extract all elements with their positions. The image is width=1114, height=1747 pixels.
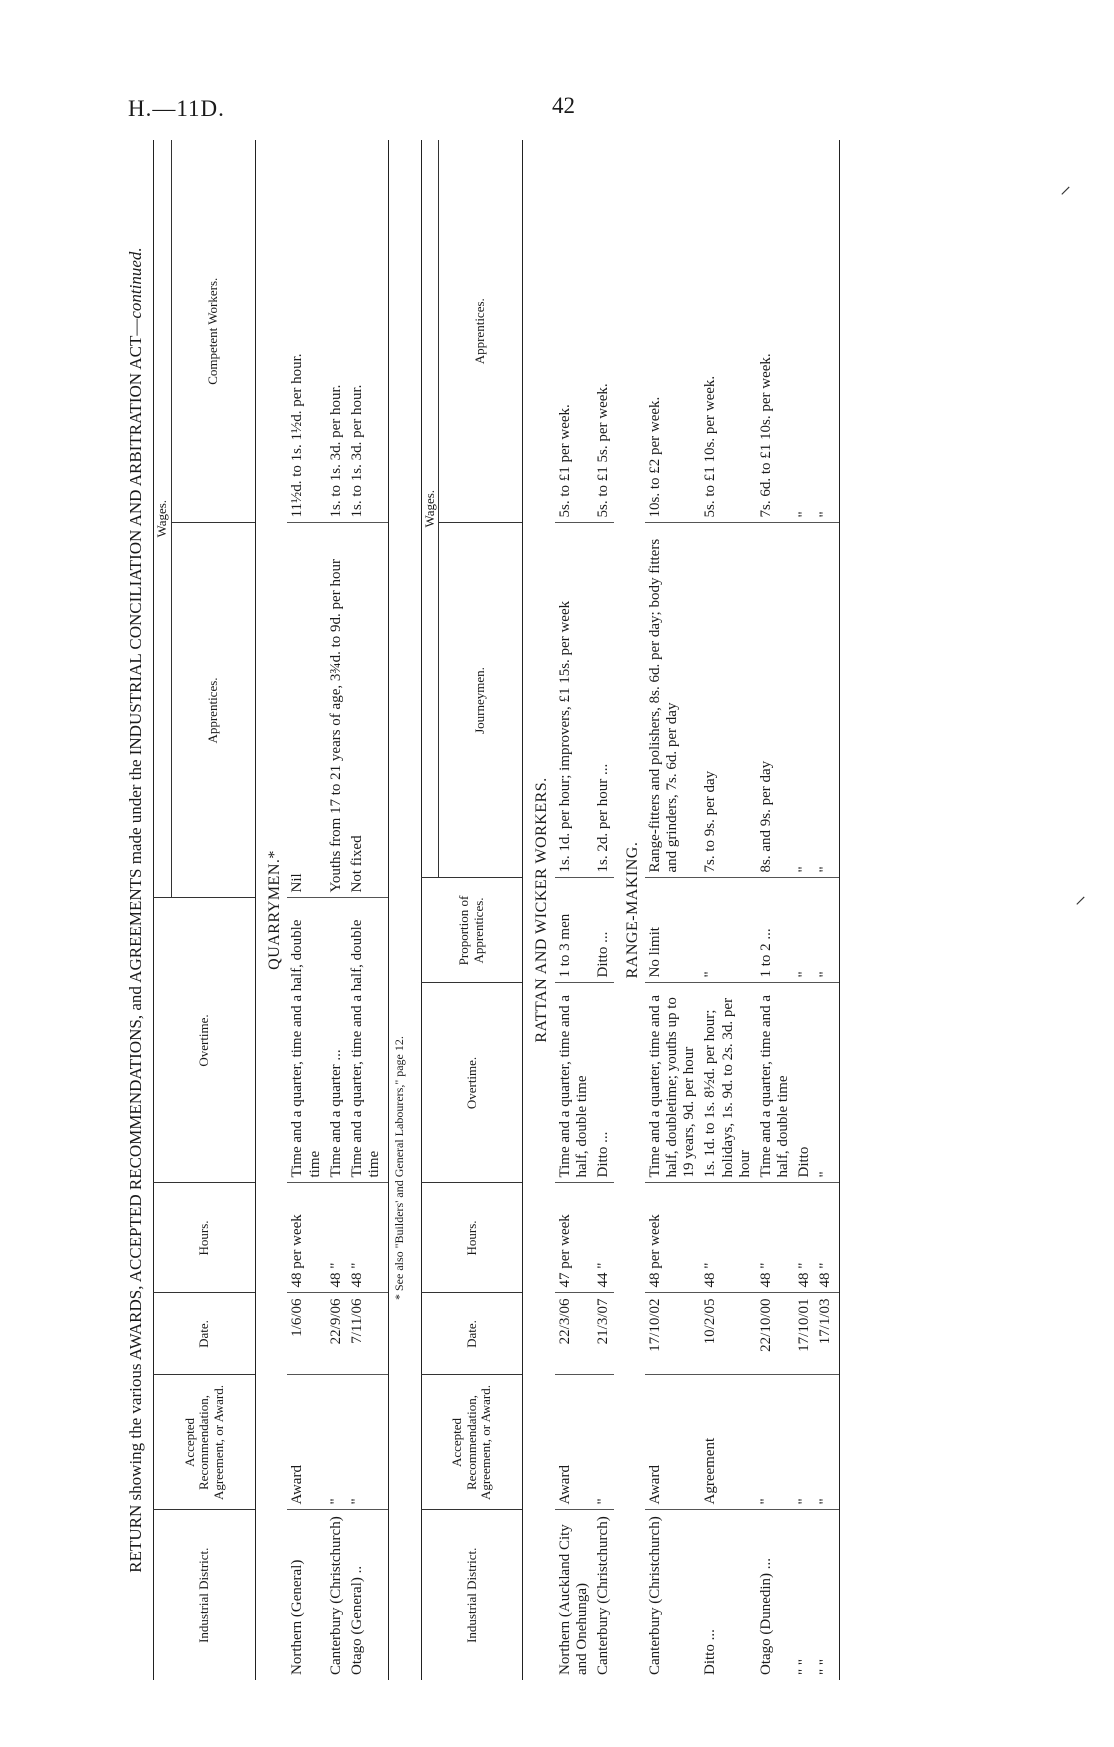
cell-proportion: " [700, 878, 755, 983]
header-apprentices: Apprentices. [172, 523, 256, 898]
table-row [287, 140, 325, 1680]
cell-date: 17/10/01 [794, 1293, 815, 1375]
cell-hours: 48 " [756, 1183, 794, 1293]
scan-speck: ⸝ [1060, 173, 1072, 198]
spacer [407, 140, 421, 1680]
cell-accepted: " [347, 1375, 389, 1510]
cell-overtime: Time and a quarter, time and a half, double time [555, 983, 593, 1183]
cell-district: Northern (General) [287, 1510, 325, 1680]
cell-proportion: 1 to 3 men [555, 878, 593, 983]
cell-proportion: " [815, 878, 840, 983]
cell-hours: 48 " [326, 1183, 347, 1293]
cell-district: Canterbury (Christchurch) [326, 1510, 347, 1680]
header-accepted: Accepted Recommendation, Agreement, or Award. [421, 1375, 523, 1510]
cell-district: Canterbury (Christchurch) [593, 1510, 614, 1680]
cell-overtime: Time and a quarter, time and a half, double time [756, 983, 794, 1183]
cell-overtime: Ditto [794, 983, 815, 1183]
cell-overtime: Time and a quarter, time and a half, double time [287, 898, 325, 1183]
cell-accepted: Award [555, 1375, 593, 1510]
cell-overtime: Time and a quarter, time and a half, doubletime; youths up to 19 years, 9d. per hour [645, 983, 700, 1183]
rattan-range-table [421, 140, 841, 1680]
cell-journeymen: 1s. 2d. per hour ... [593, 523, 614, 878]
cell-date: 22/10/00 [756, 1293, 794, 1375]
cell-apprentices: " [795, 511, 812, 518]
caption-continued: continued. [126, 247, 145, 319]
cell-journeymen: Range-fitters and polishers, 8s. 6d. per day; body fitters and grinders, 7s. 6d. per day [645, 523, 700, 878]
cell-journeymen: 8s. and 9s. per day [756, 523, 794, 878]
cell-apprentices: Not fixed [347, 523, 389, 898]
table-row [645, 140, 700, 1680]
cell-overtime: Time and a quarter ... [326, 898, 347, 1183]
table-row [756, 140, 794, 1680]
cell-district: " " [794, 1510, 815, 1680]
header-accepted: Accepted Recommendation, Agreement, or Award. [154, 1375, 256, 1510]
cell-competent: 11½d. to 1s. 1½d. per hour. [289, 353, 306, 518]
cell-date: 21/3/07 [593, 1293, 614, 1375]
section-range-making: RANGE-MAKING. [623, 841, 641, 979]
cell-hours: 44 " [593, 1183, 614, 1293]
cell-hours: 48 per week [645, 1183, 700, 1293]
rotated-page-content [120, 140, 880, 1680]
cell-accepted: " [593, 1375, 614, 1510]
header-proportion: Proportion of Apprentices. [421, 878, 523, 983]
header-wages: Wages. [421, 140, 439, 878]
table-row [347, 140, 389, 1680]
cell-overtime: Ditto ... [593, 983, 614, 1183]
header-overtime: Overtime. [154, 898, 256, 1183]
cell-overtime: Time and a quarter, time and a half, double time [347, 898, 389, 1183]
section-quarrymen: QUARRYMEN.* [266, 850, 284, 970]
cell-apprentices: 5s. to £1 5s. per week. [594, 383, 611, 518]
table-row [555, 140, 593, 1680]
cell-hours: 48 " [347, 1183, 389, 1293]
cell-proportion: Ditto ... [593, 878, 614, 983]
header-district: Industrial District. [154, 1510, 256, 1680]
header-journeymen: Journeymen. [439, 523, 523, 878]
page-number: 42 [552, 93, 575, 118]
cell-district: Northern (Auckland City and Onehunga) [555, 1510, 593, 1680]
cell-hours: 48 " [815, 1183, 840, 1293]
table-row [815, 140, 840, 1680]
cell-district: Otago (Dunedin) ... [756, 1510, 794, 1680]
cell-accepted: " [326, 1375, 347, 1510]
cell-overtime: 1s. 1d. to 1s. 8½d. per hour; holidays, 1s. 9d. to 2s. 3d. per hour [700, 983, 755, 1183]
footnote: * See also "Builders' and General Labourers," page 12. [391, 1036, 406, 1300]
table-row [700, 140, 755, 1680]
header-overtime: Overtime. [421, 983, 523, 1183]
caption-text: RETURN showing the various AWARDS, ACCEPTED RECOMMENDATIONS, and AGREEMENTS made under the INDUSTRIAL CONCILIATION AND ARBITRATION ACT— [126, 318, 145, 1573]
document-reference: H.—11D. [128, 96, 225, 121]
cell-district: Canterbury (Christchurch) [645, 1510, 700, 1680]
cell-journeymen: " [815, 523, 840, 878]
cell-proportion: 1 to 2 ... [756, 878, 794, 983]
cell-accepted: " [794, 1375, 815, 1510]
header-wages: Wages. [154, 140, 172, 898]
table-row [326, 140, 347, 1680]
scan-speck: ⸝ [1075, 883, 1087, 908]
section-rattan-wicker: RATTAN AND WICKER WORKERS. [533, 777, 551, 1043]
cell-apprentices: 5s. to £1 per week. [556, 404, 573, 518]
cell-apprentices: 5s. to £1 10s. per week. [702, 375, 719, 518]
cell-apprentices: Nil [287, 523, 325, 898]
cell-apprentices: 7s. 6d. to £1 10s. per week. [757, 353, 774, 518]
header-date: Date. [421, 1293, 523, 1375]
cell-date: 10/2/05 [700, 1293, 755, 1375]
header-competent-workers: Competent Workers. [172, 140, 256, 523]
cell-accepted: Agreement [700, 1375, 755, 1510]
cell-journeymen: 7s. to 9s. per day [700, 523, 755, 878]
cell-accepted: " [756, 1375, 794, 1510]
cell-overtime: " [815, 983, 840, 1183]
cell-accepted: Award [645, 1375, 700, 1510]
cell-date: 7/11/06 [347, 1293, 389, 1375]
cell-hours: 48 " [794, 1183, 815, 1293]
cell-district: Ditto ... [700, 1510, 755, 1680]
header-hours: Hours. [154, 1183, 256, 1293]
header-apprentices: Apprentices. [439, 140, 523, 523]
cell-proportion: No limit [645, 878, 700, 983]
header-district: Industrial District. [421, 1510, 523, 1680]
cell-hours: 47 per week [555, 1183, 593, 1293]
table-row [593, 140, 614, 1680]
cell-apprentices: " [815, 140, 840, 523]
quarrymen-table [153, 140, 389, 1680]
cell-date: 22/9/06 [326, 1293, 347, 1375]
cell-apprentices: Youths from 17 to 21 years of age, 3¾d. to 9d. per hour [326, 523, 347, 898]
header-date: Date. [154, 1293, 256, 1375]
cell-competent: 1s. to 1s. 3d. per hour. [347, 140, 389, 523]
cell-competent: 1s. to 1s. 3d. per hour. [327, 384, 344, 518]
table-caption [120, 140, 153, 1680]
cell-date: 17/1/03 [815, 1293, 840, 1375]
cell-district: Otago (General) .. [347, 1510, 389, 1680]
cell-journeymen: " [794, 523, 815, 878]
cell-accepted: Award [287, 1375, 325, 1510]
cell-journeymen: 1s. 1d. per hour; improvers, £1 15s. per week [555, 523, 593, 878]
cell-hours: 48 per week [287, 1183, 325, 1293]
cell-hours: 48 " [700, 1183, 755, 1293]
cell-date: 1/6/06 [287, 1293, 325, 1375]
table-row [794, 140, 815, 1680]
cell-date: 22/3/06 [555, 1293, 593, 1375]
cell-date: 17/10/02 [645, 1293, 700, 1375]
cell-district: " " [815, 1510, 840, 1680]
cell-proportion: " [794, 878, 815, 983]
cell-accepted: " [815, 1375, 840, 1510]
cell-apprentices: 10s. to £2 per week. [647, 396, 664, 518]
header-hours: Hours. [421, 1183, 523, 1293]
